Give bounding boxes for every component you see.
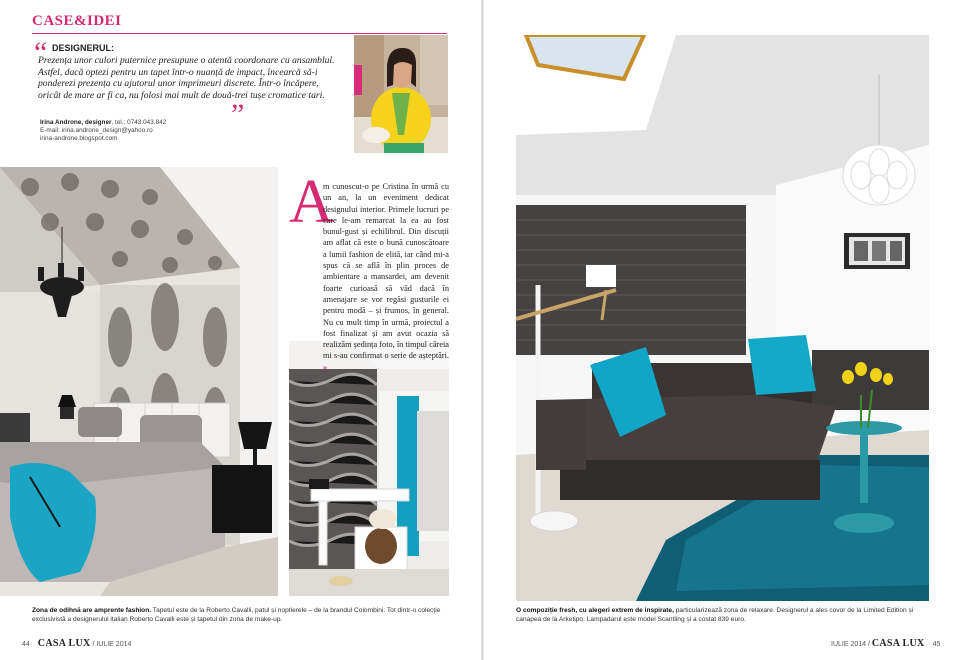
- designer-portrait: [354, 35, 448, 153]
- right-footer-brand: CASA LUX: [871, 638, 925, 649]
- left-footer-brand: CASA LUX: [37, 638, 91, 649]
- phone-label: , tel.:: [111, 119, 128, 126]
- designer-phone: 0743.043.842: [127, 119, 167, 126]
- bedroom-caption-lead: Zona de odihnă are amprente fashion.: [32, 607, 152, 614]
- living-room-caption: [516, 606, 929, 624]
- article-text: [289, 181, 449, 373]
- right-footer-issue: IULIE 2014 /: [831, 641, 870, 648]
- makeup-zone-photo: [289, 341, 449, 596]
- left-page-number: 44: [22, 641, 30, 648]
- designer-label: DESIGNERUL:: [52, 43, 115, 53]
- right-page-footer: [831, 638, 940, 649]
- article-body: [289, 181, 449, 373]
- article-text-content: m cunoscut-o pe Cristina în urmă cu un an, la un eveniment dedicat designului interior. Primele lucruri pe care le-am remarcat la ea au fost bunul-gust și echilibrul. Din discuții am aflat că este o bună cunoscătoare a lumii fashion de elită, iar când mi-a spus că se află în plin proces de ambientare a mansardei, am devenit foarte curioasă să văd dacă în amenajare se vor regăsi gusturile ei pentru modă – și frumos, în general. Nu cu mult timp în urmă, proiectul a fost finalizat și am avut ocazia să realizăm ședința foto, în timpul căreia mi s-au confirmat o serie de așteptări.: [323, 182, 449, 361]
- bedroom-photo: [0, 167, 278, 596]
- designer-name: Irina Androne, designer: [40, 119, 112, 126]
- designer-contact: [40, 119, 166, 143]
- close-quote-icon: ”: [231, 98, 245, 131]
- article-end-mark: »: [323, 362, 328, 372]
- bedroom-caption-text: Tapetul este de la Roberto Cavalli, patul și noptierele – de la brandul Colombini. Tot dintr-o colecție exclusivistă a designerului italian Roberto Cavalli este și tapetul din zona de make-up.: [32, 607, 441, 623]
- designer-blog: irina-androne.blogspot.com: [40, 135, 118, 142]
- designer-quote: Prezența unor culori puternice presupune o atentă coordonare cu ansamblul. Astfel, dacă optezi pentru un tapet într-o nuanță de impact, încearcă să-i ponderezi prezența cu ajutorul unor imprimeuri discrete. Într-o încăpere, oricât de mare ar fi ca, nu folosi mai mult de două-trei tușe cromatice tari.: [38, 55, 335, 101]
- living-room-photo: [516, 35, 929, 601]
- section-title: CASE&IDEI: [32, 13, 122, 29]
- designer-email: E-mail: irina.androne_design@yahoo.ro: [40, 127, 153, 134]
- open-quote-icon: “: [34, 36, 48, 69]
- living-room-caption-text: particularizează zona de relaxare. Designerul a ales covor de la Limited Edition și canapea de la Arketipo. Lampadarul este model Scantling și a costat 839 euro.: [516, 607, 914, 623]
- right-page-number: 45: [932, 641, 941, 648]
- bedroom-caption: [32, 606, 452, 624]
- left-footer-issue: / IULIE 2014: [92, 641, 132, 648]
- section-rule: [32, 33, 447, 34]
- living-room-caption-lead: O compoziție fresh, cu alegeri extrem de inspirate,: [516, 607, 674, 614]
- left-page-footer: [22, 638, 131, 649]
- magazine-spine: [481, 0, 484, 660]
- article-dropcap: A: [289, 168, 334, 236]
